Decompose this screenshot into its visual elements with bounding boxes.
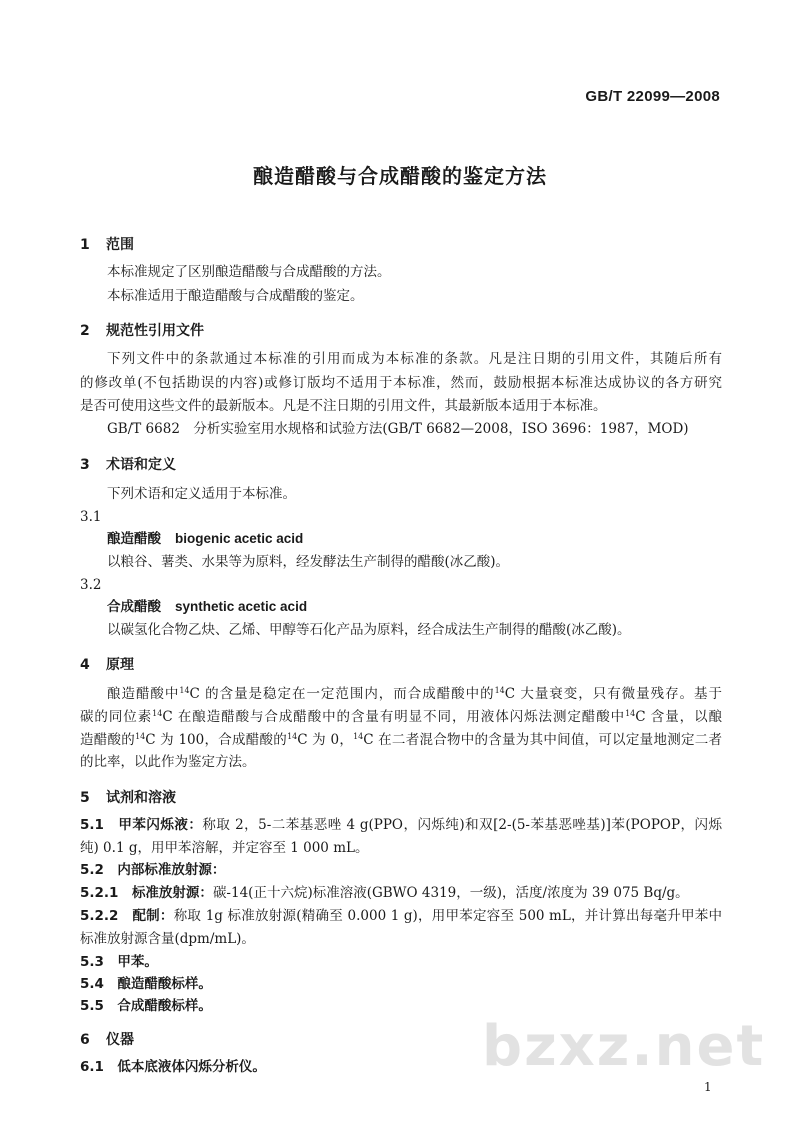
clause-number: 5.2.1 [80,885,119,901]
section-title: 规范性引用文件 [106,323,204,339]
page-number: 1 [704,1080,712,1094]
item-5-5 [80,996,212,1016]
item-6-1 [80,1057,266,1077]
text-run: C 在二者混合物中的含量为其中间值，可以定量地测定二者 [363,732,722,748]
clause-text: 称取 2，5-二苯基恶唑 4 g(PPO，闪烁纯)和双[2-(5-苯基恶唑基)]苯(POPOP，闪烁 [202,817,723,833]
text-run: C 大量衰变，只有微量残存。基于 [504,686,722,702]
clause-label: 合成醋酸标样。 [117,998,212,1014]
clause-number: 6.1 [80,1059,104,1075]
section-title: 术语和定义 [106,457,176,473]
document-title: 酿造醋酸与合成醋酸的鉴定方法 [253,164,547,188]
section-title: 试剂和溶液 [106,790,176,806]
text-run: C 在酿造醋酸与合成醋酸中的含量有明显不同，用液体闪烁法测定醋酸中 [162,709,626,725]
section-5-heading [80,787,176,807]
term-3-2 [107,597,307,617]
clause-number: 5.4 [80,976,104,992]
clause-number: 5.2.2 [80,908,119,924]
reference-gbt-6682: GB/T 6682 分析实验室用水规格和试验方法(GB/T 6682—2008，ISO 3696：1987，MOD) [107,421,689,437]
item-5-3 [80,952,158,972]
section-title: 仪器 [106,1032,134,1048]
text-run: 碳的同位素 [80,709,153,725]
isotope-superscript: 14 [135,732,146,741]
section-1-heading [80,234,134,254]
watermark: bzxz.net [482,1014,766,1079]
item-5-2-2-line-2: 标准放射源含量(dpm/mL)。 [80,931,255,947]
section-number: 6 [80,1032,90,1048]
isotope-superscript: 14 [179,686,190,695]
isotope-superscript: 14 [152,709,163,718]
scope-paragraph-2: 本标准适用于酿造醋酸与合成醋酸的鉴定。 [107,288,364,304]
clause-number: 5.3 [80,954,104,970]
references-line-1: 下列文件中的条款通过本标准的引用而成为本标准的条款。凡是注日期的引用文件，其随后所有 [107,351,722,367]
item-5-1-line-1 [80,815,722,835]
principle-line-2 [80,707,722,727]
scope-paragraph-1: 本标准规定了区别酿造醋酸与合成醋酸的方法。 [107,264,391,280]
text-run: C 的含量是稳定在一定范围内，而合成醋酸中的 [189,686,495,702]
clause-number: 5.5 [80,998,104,1014]
clause-label: 低本底液体闪烁分析仪。 [117,1059,266,1075]
isotope-superscript: 14 [494,686,505,695]
isotope-superscript: 14 [287,732,298,741]
section-6-heading [80,1029,134,1049]
text-run: C 为 0， [297,732,354,748]
isotope-superscript: 14 [353,732,364,741]
section-number: 4 [80,657,90,673]
principle-line-3 [80,730,722,750]
clause-label: 甲苯闪烁液： [118,817,203,833]
clause-label: 甲苯。 [117,954,158,970]
clause-text: 称取 1g 标准放射源(精确至 0.000 1 g)，用甲苯定容至 500 mL，并计算出每毫升甲苯中 [173,908,723,924]
standard-code: GB/T 22099—2008 [585,88,720,105]
term-3-2-number: 3.2 [80,577,102,593]
text-run: 酿造醋酸中 [107,686,180,702]
section-2-heading [80,320,204,340]
term-3-2-definition: 以碳氢化合物乙炔、乙烯、甲醇等石化产品为原料，经合成法生产制得的醋酸(冰乙酸)。 [107,622,631,638]
text-run: C 含量，以酿 [635,709,723,725]
section-4-heading [80,654,134,674]
term-3-1-number: 3.1 [80,509,102,525]
references-line-3: 是否可使用这些文件的最新版本。凡是不注日期的引用文件，其最新版本适用于本标准。 [80,398,607,414]
term-chinese: 酿造醋酸 [107,531,161,547]
term-english: biogenic acetic acid [175,531,304,546]
text-run: 造醋酸的 [80,732,136,748]
terms-intro: 下列术语和定义适用于本标准。 [107,486,296,502]
clause-label: 内部标准放射源： [117,862,226,878]
clause-number: 5.1 [80,817,104,833]
term-chinese: 合成醋酸 [107,599,161,615]
item-5-2 [80,860,225,880]
clause-label: 标准放射源： [131,885,213,901]
clause-label: 酿造醋酸标样。 [117,976,212,992]
clause-text: 碳-14(正十六烷)标准溶液(GBWO 4319，一级)，活度/浓度为 39 075 Bq/g。 [212,885,689,901]
term-3-1-definition: 以粮谷、薯类、水果等为原料，经发酵法生产制得的醋酸(冰乙酸)。 [107,554,510,570]
item-5-1-line-2: 纯) 0.1 g，用甲苯溶解，并定容至 1 000 mL。 [80,840,369,856]
text-run: C 为 100，合成醋酸的 [145,732,288,748]
clause-label: 配制： [132,908,174,924]
references-line-2: 的修改单(不包括勘误的内容)或修订版均不适用于本标准，然而，鼓励根据本标准达成协议的各方研究 [80,375,722,391]
section-number: 2 [80,323,90,339]
section-3-heading [80,454,176,474]
section-number: 1 [80,237,90,253]
isotope-superscript: 14 [625,709,636,718]
principle-line-4: 的比率，以此作为鉴定方法。 [80,754,256,770]
term-3-1 [107,529,303,549]
term-english: synthetic acetic acid [175,599,308,614]
section-number: 5 [80,790,90,806]
section-title: 原理 [106,657,134,673]
section-number: 3 [80,457,90,473]
clause-number: 5.2 [80,862,104,878]
item-5-2-2-line-1 [80,906,722,926]
item-5-2-1 [80,883,689,903]
section-title: 范围 [106,237,134,253]
principle-line-1 [107,684,722,704]
item-5-4 [80,974,212,994]
